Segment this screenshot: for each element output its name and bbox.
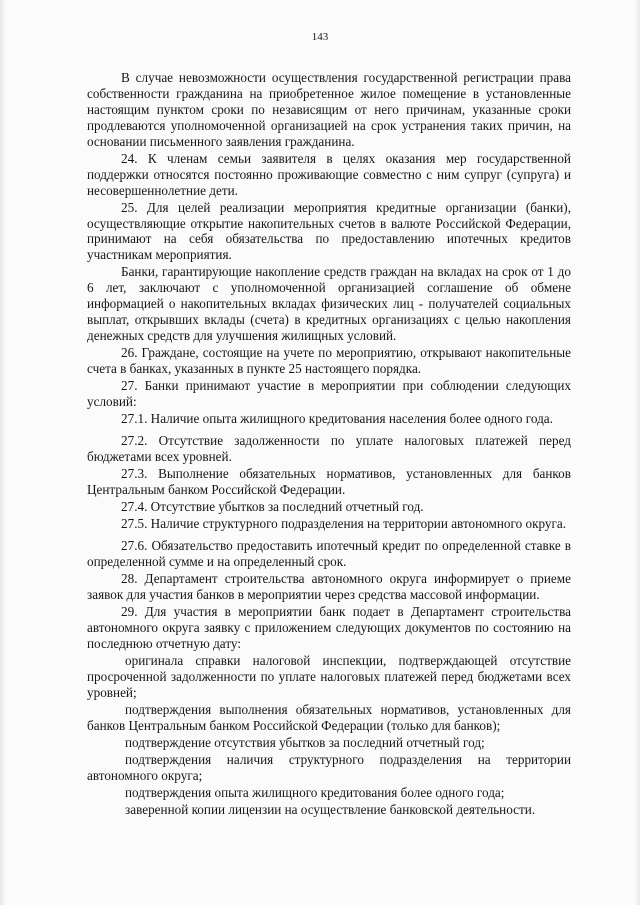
- paragraph-banks-guarantee: Банки, гарантирующие накопление средств граждан на вкладах на срок от 1 до 6 лет, заключают с уполномоченной организацией соглашение об обмене информацией о накопительных вкладах физических лиц - получателей социальных выплат, открывших вклады (счета) в кредитных организациях с целью накопления денежных средств для улучшения жилищных условий.: [87, 264, 571, 344]
- paragraph-25: 25. Для целей реализации мероприятия кредитные организации (банки), осуществляющие открытие накопительных счетов в валюте Российской Федерации, принимают на себя обязательства по предоставлению ипотечных кредитов участникам мероприятия.: [87, 199, 571, 263]
- list-item-license-copy: заверенной копии лицензии на осуществление банковской деятельности.: [125, 802, 536, 818]
- paragraph-registration-delay: В случае невозможности осуществления государственной регистрации права собственности гражданина на приобретенное жилое помещение в установленные настоящим пунктом сроки по независящим от него причинам, указанные сроки продлеваются уполномоченной организацией на срок устранения таких причин, на основании письменного заявления гражданина.: [87, 70, 571, 149]
- paragraph-27-2: 27.2. Отсутствие задолженности по уплате налоговых платежей перед бюджетами всех уровней.: [87, 433, 571, 464]
- paragraph-27-1: 27.1. Наличие опыта жилищного кредитования населения более одного года.: [121, 411, 553, 427]
- paragraph-24: 24. К членам семьи заявителя в целях оказания мер государственной поддержки относятся постоянно проживающие совместно с ним супруг (супруга) и несовершеннолетние дети.: [87, 150, 571, 198]
- paragraph-27-6: 27.6. Обязательство предоставить ипотечный кредит по определенной ставке в определенной сумме и на определенный срок.: [87, 538, 571, 569]
- page-number: 143: [311, 31, 329, 43]
- page-left-edge: [0, 0, 6, 905]
- paragraph-28: 28. Департамент строительства автономного округа информирует о приеме заявок для участия банков в мероприятии через средства массовой информации.: [87, 571, 571, 602]
- list-item-structural-unit: подтверждения наличия структурного подразделения на территории автономного округа;: [87, 751, 571, 783]
- paragraph-27-3: 27.3. Выполнение обязательных нормативов, установленных для банков Центральным банком Российской Федерации.: [87, 466, 571, 497]
- list-item-credit-experience: подтверждения опыта жилищного кредитования более одного года;: [125, 784, 505, 800]
- paragraph-27: 27. Банки принимают участие в мероприятии при соблюдении следующих условий:: [87, 378, 571, 410]
- list-item-no-losses: подтверждение отсутствия убытков за последний отчетный год;: [125, 734, 485, 750]
- paragraph-27-5: 27.5. Наличие структурного подразделения на территории автономного округа.: [121, 516, 567, 532]
- page-right-edge: [634, 0, 640, 905]
- list-item-tax-certificate: оригинала справки налоговой инспекции, подтверждающей отсутствие просроченной задолженности по уплате налоговых платежей перед бюджетами всех уровней;: [87, 652, 571, 700]
- document-body: [87, 70, 571, 819]
- paragraph-29: 29. Для участия в мероприятии банк подает в Департамент строительства автономного округа заявку с приложением следующих документов по состоянию на последнюю отчетную дату:: [87, 604, 571, 651]
- list-item-norms-confirmation: подтверждения выполнения обязательных нормативов, установленных для банков Центральным банком Российской Федерации (только для банков);: [87, 701, 571, 733]
- paragraph-27-4: 27.4. Отсутствие убытков за последний отчетный год.: [121, 499, 424, 515]
- paragraph-26: 26. Граждане, состоящие на учете по мероприятию, открывают накопительные счета в банках, указанных в пункте 25 настоящего порядка.: [87, 345, 571, 377]
